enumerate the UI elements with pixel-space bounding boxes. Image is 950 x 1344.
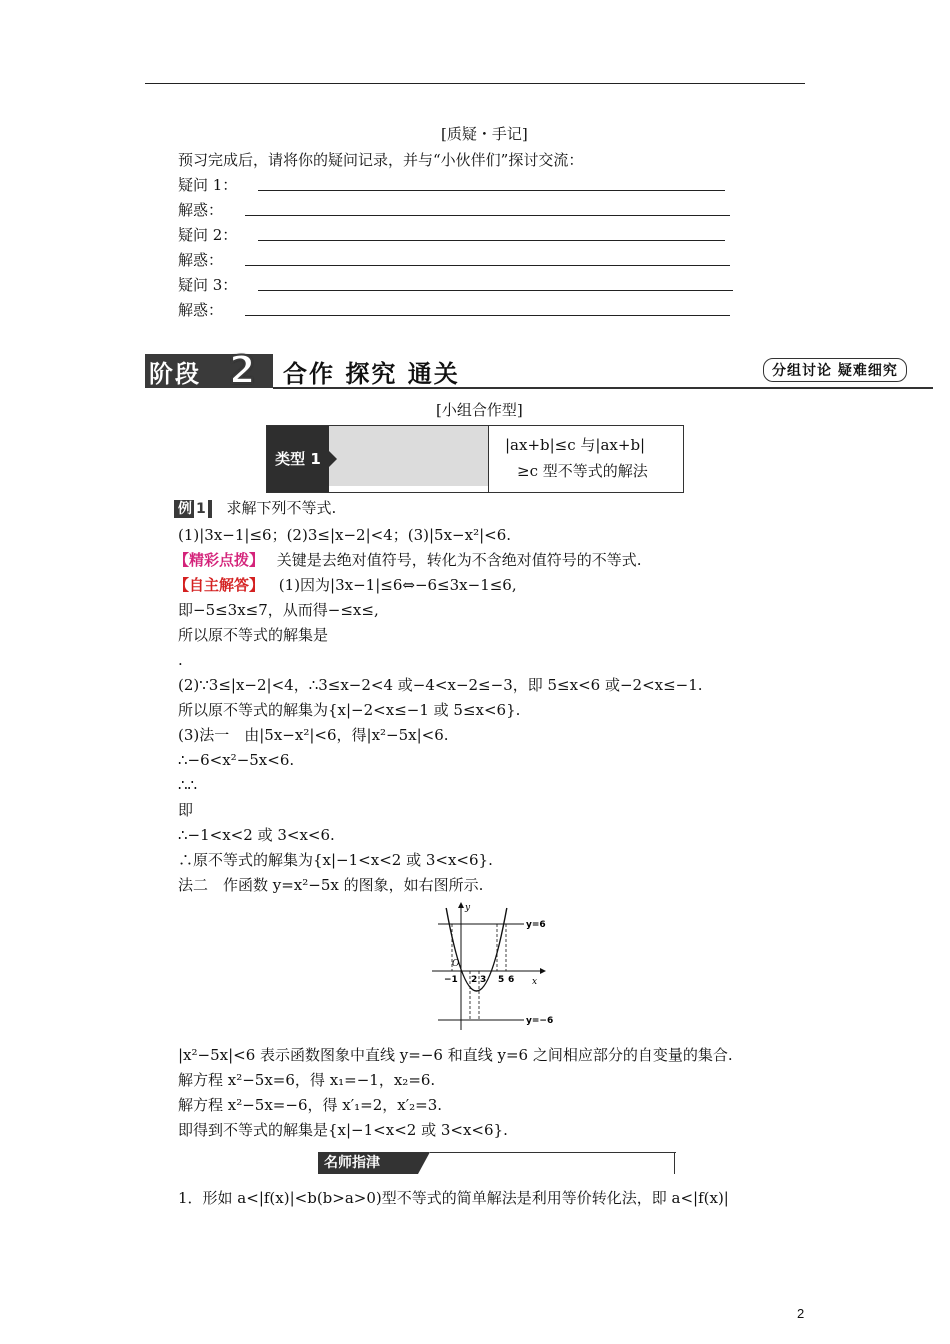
solution-line: (2)∵3≤|x−2|<4，∴3≤x−2<4 或−4<x−2≤−3，即 5≤x<6 或−2<x≤−1. — [178, 676, 703, 694]
top-rule — [145, 83, 805, 84]
notes-row-label: 解惑： — [178, 301, 224, 319]
notes-blank-line[interactable] — [258, 240, 725, 241]
stage-label: 阶段 — [149, 360, 201, 388]
x-axis-arrow-icon — [540, 968, 546, 974]
teacher-tips-slant — [418, 1152, 430, 1174]
solution-line: ∴−6<x²−5x<6. — [178, 751, 295, 769]
stage-pill: 分组讨论 疑难细究 — [763, 358, 907, 382]
after-graph-line: 解方程 x²−5x=6，得 x₁=−1，x₂=6. — [178, 1071, 436, 1089]
y-axis-arrow-icon — [458, 902, 464, 908]
hint-line — [174, 550, 642, 570]
hint-text: 关键是去绝对值符号，转化为不含绝对值符号的不等式. — [276, 551, 642, 569]
stage-title: 合作 探究 通关 — [283, 360, 460, 388]
notes-blank-line[interactable] — [258, 190, 725, 191]
notes-blank-line[interactable] — [245, 215, 730, 216]
stage-rule — [273, 387, 933, 389]
tick-label: 6 — [508, 975, 515, 985]
solution-line: 所以原不等式的解集是 — [178, 626, 329, 644]
type-box-line1: |ax+b|≤c 与|ax+b| — [505, 436, 646, 454]
answer-line — [174, 575, 517, 595]
after-graph-line: 解方程 x²−5x=−6，得 x′₁=2，x′₂=3. — [178, 1096, 443, 1114]
solution-line: 所以原不等式的解集为{x|−2<x≤−1 或 5≤x<6}. — [178, 701, 521, 719]
teacher-tip-line: 1．形如 a<|f(x)|<b(b>a>0)型不等式的简单解法是利用等价转化法，即 a<|f(x)| — [178, 1189, 729, 1207]
answer-tag: 【自主解答】 — [174, 576, 265, 594]
type-box-label: 类型 1 — [267, 426, 329, 492]
example-number: 1 — [196, 501, 206, 517]
answer-text: (1)因为|3x−1|≤6⇔−6≤3x−1≤6, — [278, 576, 517, 594]
notes-intro: 预习完成后，请将你的疑问记录，并与“小伙伴们”探讨交流： — [178, 151, 584, 169]
tick-label: 2 — [471, 975, 478, 985]
type-box-divider — [488, 426, 489, 492]
solution-line: ∴∴ — [178, 776, 198, 794]
example-heading — [174, 498, 336, 518]
notes-row-label: 疑问 3： — [178, 276, 238, 294]
notes-title: [质疑・手记] — [441, 125, 528, 143]
solution-line: ∴原不等式的解集为{x|−1<x<2 或 3<x<6}. — [178, 851, 493, 869]
type-box-grey-panel — [329, 426, 489, 486]
hint-tag: 【精彩点拨】 — [174, 551, 265, 569]
lower-line-label: y=−6 — [526, 1016, 554, 1026]
type-box — [266, 425, 684, 493]
after-graph-line: 即得到不等式的解集是{x|−1<x<2 或 3<x<6}. — [178, 1121, 508, 1139]
type-box-arrow-icon — [329, 451, 337, 467]
notes-blank-line[interactable] — [245, 265, 730, 266]
teacher-tips-edge — [674, 1152, 675, 1174]
example-prompt: 求解下列不等式. — [226, 499, 337, 517]
y-axis-label: y — [465, 903, 471, 913]
parabola-graph — [428, 900, 558, 1035]
teacher-tips-label: 名师指津 — [318, 1152, 418, 1174]
teacher-tips-header — [318, 1152, 678, 1176]
example-badge-text: 例 — [178, 501, 192, 517]
stage-number: 2 — [229, 348, 256, 392]
notes-row-label: 解惑： — [178, 201, 224, 219]
solution-line: . — [178, 651, 183, 669]
page-number: 2 — [797, 1306, 805, 1321]
notes-row-label: 疑问 1： — [178, 176, 238, 194]
group-type-title: [小组合作型] — [436, 401, 523, 419]
solution-line: (3)法一 由|5x−x²|<6，得|x²−5x|<6. — [178, 726, 449, 744]
solution-line: 法二 作函数 y=x²−5x 的图象，如右图所示. — [178, 876, 484, 894]
origin-label: O — [452, 959, 460, 969]
notes-blank-line[interactable] — [245, 315, 730, 316]
tick-label: 5 — [498, 975, 505, 985]
solution-line: 即 — [178, 801, 194, 819]
tick-label: −1 — [444, 975, 458, 985]
upper-line-label: y=6 — [526, 920, 546, 930]
solution-line: ∴−1<x<2 或 3<x<6. — [178, 826, 335, 844]
notes-row-label: 疑问 2： — [178, 226, 238, 244]
solution-line: 即−5≤3x≤7，从而得−≤x≤, — [178, 601, 379, 619]
notes-blank-line[interactable] — [258, 290, 733, 291]
teacher-tips-rule — [430, 1152, 676, 1153]
notes-row-label: 解惑： — [178, 251, 224, 269]
example-problems: (1)|3x−1|≤6；(2)3≤|x−2|<4；(3)|5x−x²|<6. — [178, 526, 512, 544]
stage-header — [145, 348, 933, 392]
type-box-line2: ≥c 型不等式的解法 — [517, 462, 648, 480]
tick-label: 3 — [480, 975, 487, 985]
after-graph-line: |x²−5x|<6 表示函数图象中直线 y=−6 和直线 y=6 之间相应部分的自变量的集合. — [178, 1046, 733, 1064]
x-axis-label: x — [532, 977, 538, 987]
example-badge — [174, 500, 212, 518]
